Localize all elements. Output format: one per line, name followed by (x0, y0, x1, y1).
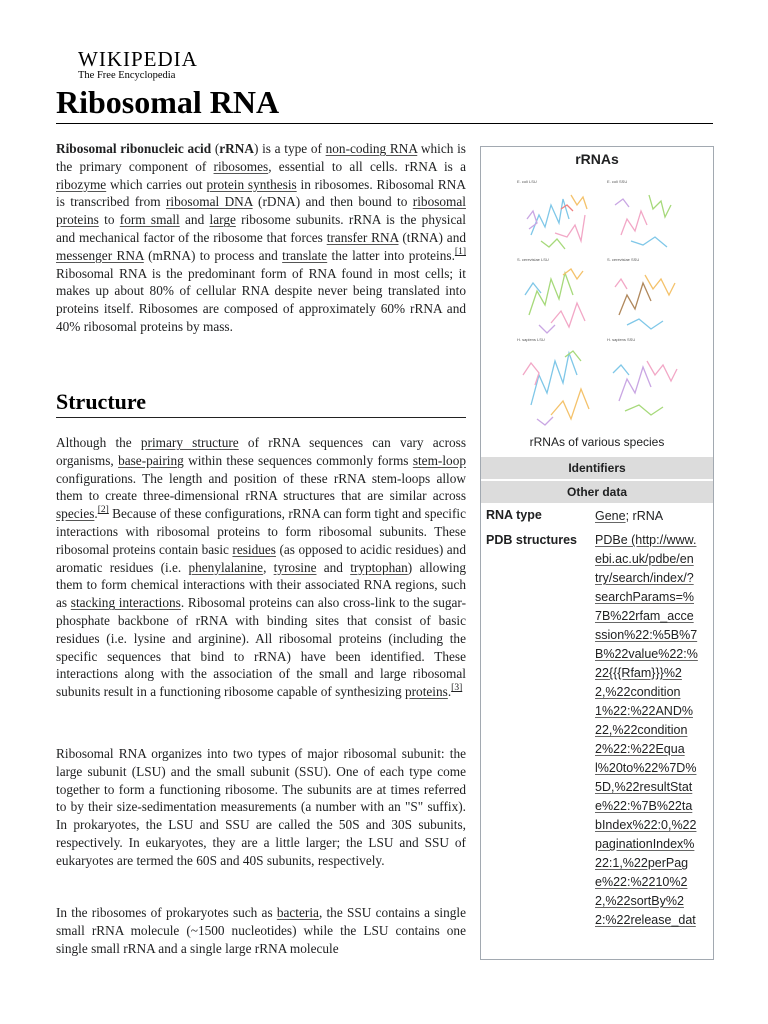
text: which is the primary component of (56, 141, 466, 174)
text: ) is a type of (253, 141, 326, 156)
text: and (316, 559, 351, 575)
text: . (447, 684, 452, 700)
rna-type-label: RNA type (486, 508, 542, 522)
structure-drawing-5 (523, 351, 589, 425)
link-large[interactable]: large (209, 212, 236, 228)
infobox-caption: rRNAs of various species (529, 435, 665, 449)
structure-paragraph-1 (56, 434, 466, 701)
pdb-link-line[interactable]: try/search/index/? (595, 571, 694, 585)
text: Because of these configurations, rRNA can form tight and specific interactions with ribosomal proteins to form ribosomal subunits. These ribosomal proteins contain basic (56, 506, 466, 557)
text: ( (211, 141, 220, 156)
text: Ribosomal RNA is the predominant form of RNA found in most cells; it makes up about 80% of cellular RNA despite never being translated into proteins itself. Ribosomes are composed of approximately 60% rRNA and 40% ribosomal proteins by mass. (56, 265, 466, 334)
title-divider (56, 123, 713, 124)
link-bacteria[interactable]: bacteria (276, 905, 319, 920)
panel-label: H. sapiens SSU (607, 337, 636, 342)
text: in ribosomes. Ribosomal RNA is transcribed from (56, 176, 467, 210)
structure-drawing-6 (613, 361, 677, 415)
text: and (179, 212, 210, 228)
pdb-link-line[interactable]: 5D,%22resultStat (595, 780, 693, 794)
pdb-link-line[interactable]: 1%22:%22AND% (595, 704, 693, 718)
text: . Ribosomal proteins can also cross-link to the sugar-phosphate backbone of rRNA with binding sites that consist of basic residues (i.e. lysine and arginine). All ribosomal proteins (including the specific sequences that bind to rRNA) have been identified. These interactions along with the association of the small and large ribosomal subunits result in a functioning ribosome capable of synthesizing (56, 595, 467, 700)
structure-drawing-3 (525, 269, 585, 333)
pdb-link-line[interactable]: 2,%22sortBy%2 (595, 894, 684, 908)
structure-drawing-1 (527, 195, 587, 249)
pdb-link-line[interactable]: 7B%22rfam_acce (595, 609, 694, 623)
pdb-link-line[interactable]: B%22value%22:% (595, 647, 698, 661)
pdb-link-line[interactable]: e%22:%7B%22ta (595, 799, 693, 813)
pdb-link-line[interactable]: 22{{{Rfam}}}%2 (595, 666, 682, 680)
text: (mRNA) to process and (143, 247, 283, 263)
link-tryptophan[interactable]: tryptophan (350, 559, 408, 575)
citation-3[interactable]: [3] (451, 683, 463, 694)
pdb-structures-label: PDB structures (486, 533, 577, 547)
pdb-link-line[interactable]: 2:%22release_dat (595, 913, 696, 927)
pdb-link-line[interactable]: PDBe (http://www. (595, 533, 697, 547)
link-non-coding-rna[interactable]: non-coding RNA (325, 141, 418, 156)
pdb-link-line[interactable]: 2%22:%22Equa (595, 742, 685, 756)
section-heading-structure: Structure (56, 389, 147, 414)
link-transfer-rna[interactable]: transfer RNA (326, 229, 399, 245)
pdb-link-line[interactable]: searchParams=% (595, 590, 694, 604)
link-form-small[interactable]: form small (119, 212, 180, 228)
link-tyrosine[interactable]: tyrosine (273, 559, 317, 575)
text: , the SSU contains a single small rRNA molecule (~1500 nucleotides) while the LSU contains one single small rRNA and a single large rRNA molecule (56, 905, 466, 956)
intro-paragraph (56, 140, 466, 336)
infobox-header-other-data: Other data (481, 481, 713, 503)
text: . (94, 506, 98, 522)
pdb-link-line[interactable]: 22,%22condition (595, 723, 688, 737)
infobox (480, 146, 714, 960)
text: which carries out (106, 176, 207, 192)
section-divider (56, 417, 466, 418)
pdb-link-line[interactable]: l%20to%22%7D% (595, 761, 697, 775)
wikipedia-logo[interactable] (78, 48, 198, 82)
text: (tRNA) and (398, 229, 466, 245)
structure-drawing-2 (615, 195, 671, 247)
text: configurations. The length and position of these rRNA stem-loops allow them to create three-dimensional rRNA structures that are similar across (56, 470, 466, 504)
text: within these sequences commonly forms (183, 452, 413, 468)
logo-subtitle: The Free Encyclopedia (78, 70, 176, 81)
text: ribosome subunits. rRNA is the physical and mechanical factor of the ribosome that forces (56, 212, 466, 245)
text: , essential to all cells. rRNA is a (268, 158, 466, 174)
bold-abbrev: rRNA (219, 141, 254, 156)
link-primary-structure[interactable]: primary structure (140, 435, 239, 450)
link-messenger-rna[interactable]: messenger RNA (56, 247, 144, 263)
pdb-link-line[interactable]: e%22:%2210%2 (595, 875, 688, 889)
text: the latter into proteins. (327, 247, 455, 263)
structure-drawing-4 (615, 275, 675, 329)
text: , (263, 559, 274, 575)
link-translate[interactable]: translate (282, 247, 328, 263)
link-ribosomes[interactable]: ribosomes (213, 158, 269, 174)
pdb-link-line[interactable]: 22:1,%22perPag (595, 856, 689, 870)
citation-1[interactable]: [1] (454, 246, 466, 257)
citation-2[interactable]: [2] (97, 505, 109, 516)
text: Although the (56, 435, 141, 450)
panel-label: E. coli SSU (607, 179, 628, 184)
bold-term: Ribosomal ribonucleic acid (56, 141, 212, 156)
pdb-link-line[interactable]: bIndex%22:0,%22 (595, 818, 697, 832)
link-ribosomal-proteins[interactable]: ribosomal proteins (56, 194, 466, 228)
panel-label: H. sapiens LSU (517, 337, 545, 342)
structure-paragraph-2 (56, 745, 466, 870)
link-stem-loop[interactable]: stem-loop (412, 452, 466, 468)
text: In the ribosomes of prokaryotes such as (56, 905, 277, 920)
page-title: Ribosomal RNA (56, 84, 280, 120)
infobox-header-identifiers: Identifiers (481, 457, 713, 479)
text: Ribosomal RNA organizes into two types of major ribosomal subunit: the large subunit (LSU) and the small subunit (SSU). One of each type come together to form a functioning ribosome. The subunits are at times referred to by their size-sedimentation measurements (a number with an "S" suffix). In prokaryotes, the LSU and SSU are called the 50S and 30S subunits, respectively. In eukaryotes, they are a little larger; the LSU and SSU of eukaryotes are termed the 60S and 40S subunits, respectively. (56, 746, 466, 868)
link-stacking-interactions[interactable]: stacking interactions (70, 595, 181, 611)
structure-paragraph-3 (56, 904, 466, 957)
panel-label: E. coli LSU (517, 179, 537, 184)
pdb-link-line[interactable]: ebi.ac.uk/pdbe/en (595, 552, 694, 566)
text: of rRNA sequences can vary across organisms, (56, 435, 466, 468)
link-species[interactable]: species (56, 506, 95, 522)
link-residues[interactable]: residues (232, 541, 276, 557)
link-ribosomal-dna[interactable]: ribosomal DNA (165, 194, 253, 210)
link-proteins[interactable]: proteins (404, 684, 448, 700)
link-phenylalanine[interactable]: phenylalanine (188, 559, 264, 575)
pdb-structures-value (595, 531, 709, 930)
logo-title: WIKIPEDIA (78, 47, 198, 71)
rrna-structures-image[interactable] (511, 175, 687, 427)
text: (rDNA) and then bound to (252, 194, 413, 210)
text: ) allowing them to form chemical interactions with their associated RNA regions, such as (56, 559, 466, 611)
link-protein-synthesis[interactable]: protein synthesis (206, 176, 297, 192)
link-ribozyme[interactable]: ribozyme (56, 176, 107, 192)
pdb-link-line[interactable]: 2,%22condition (595, 685, 681, 699)
pdb-link-line[interactable]: paginationIndex% (595, 837, 695, 851)
link-gene[interactable]: Gene (595, 509, 626, 523)
text: ; rRNA (625, 509, 664, 523)
panel-label: S. cerevisiae SSU (607, 257, 640, 262)
infobox-title: rRNAs (575, 151, 619, 167)
pdb-link-line[interactable]: ssion%22:%5B%7 (595, 628, 698, 642)
link-base-pairing[interactable]: base-pairing (118, 452, 184, 468)
text: (as opposed to acidic residues) and aromatic residues (i.e. (56, 541, 466, 575)
rna-type-value (595, 507, 709, 526)
panel-label: S. cerevisiae LSU (517, 257, 549, 262)
text: to (98, 212, 120, 228)
